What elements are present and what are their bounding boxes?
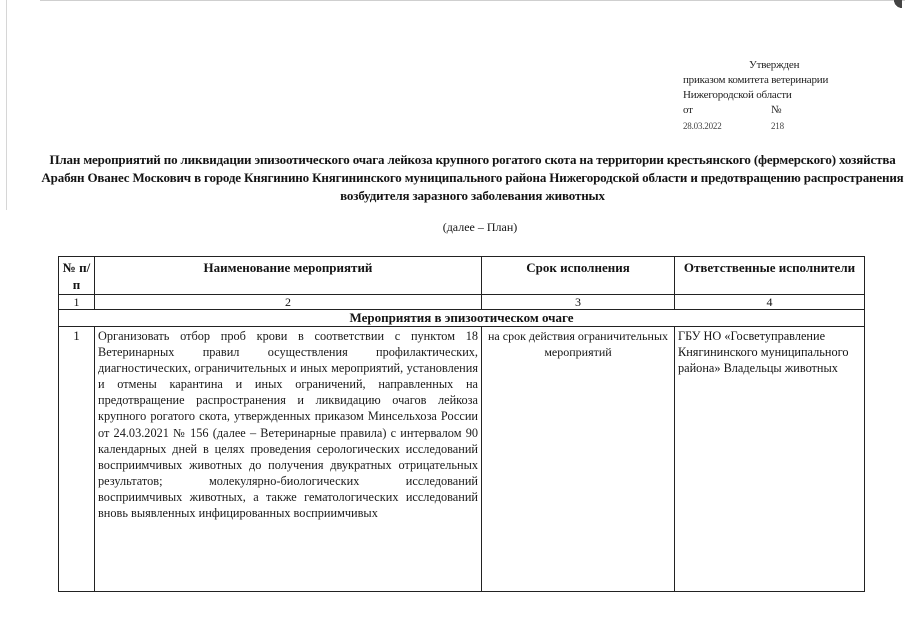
header-executors: Ответственные исполнители bbox=[675, 257, 865, 295]
approval-line-1: Утвержден bbox=[749, 59, 800, 71]
column-number: 4 bbox=[675, 295, 865, 310]
document-title: План мероприятий по ликвидации эпизоотического очага лейкоза крупного рогатого скота на территории крестьянского (фермерского) хозяйства Арабян Ованес Москович в городе Княгинино Княгининского муниципального района Нижегородской области и предотвращению распространения возбудителя заразного заболевания животных bbox=[41, 152, 904, 203]
header-name: Наименование мероприятий bbox=[95, 257, 482, 295]
plan-table bbox=[58, 256, 865, 592]
section-row bbox=[59, 310, 865, 327]
approval-line-2: приказом комитета ветеринарии bbox=[683, 74, 829, 86]
section-title: Мероприятия в эпизоотическом очаге bbox=[59, 310, 865, 327]
approval-date-row bbox=[683, 119, 828, 134]
scan-edge-top bbox=[40, 0, 905, 1]
approval-line-3: Нижегородской области bbox=[683, 89, 792, 101]
table-header-row bbox=[59, 257, 865, 295]
scan-edge-left bbox=[6, 0, 7, 210]
column-number-row bbox=[59, 295, 865, 310]
row-name: Организовать отбор проб крови в соответствии с пунктом 18 Ветеринарных правил осуществления профилактических, диагностических, ограничительных и иных мероприятий, установления и отмены карантина и иных ограничений, направленных на предотвращение распространения и ликвидацию очагов лейкоза крупного рогатого скота, утвержденных приказом Минсельхоза России от 24.03.2021 № 156 (далее – Ветеринарные правила) с интервалом 90 календарных дней в целях проведения серологических исследований восприимчивых животных до получения двукратных отрицательных результатов; молекулярно-биологических исследований восприимчивых животных, а также гематологических исследований вновь выявленных инфицированных восприимчивых bbox=[98, 329, 478, 521]
approval-number: 218 bbox=[771, 121, 784, 131]
header-number: № п/п bbox=[59, 257, 95, 295]
approval-number-label: № bbox=[771, 104, 782, 116]
scan-corner-mark bbox=[888, 0, 902, 14]
row-name-cell bbox=[95, 327, 482, 592]
table-row bbox=[59, 327, 865, 592]
row-term: на срок действия ограничительных мероприятий bbox=[488, 329, 668, 360]
column-number: 3 bbox=[482, 295, 675, 310]
column-number: 2 bbox=[95, 295, 482, 310]
approval-block bbox=[683, 58, 828, 134]
row-executors: ГБУ НО «Госветуправление Княгининского муниципального района» Владельцы животных bbox=[678, 329, 849, 376]
approval-date: 28.03.2022 bbox=[683, 121, 722, 131]
column-number: 1 bbox=[59, 295, 95, 310]
approval-from-label: от bbox=[683, 104, 693, 116]
row-term-cell bbox=[482, 327, 675, 592]
document-subtitle: (далее – План) bbox=[442, 220, 518, 234]
header-term: Срок исполнения bbox=[482, 257, 675, 295]
row-number: 1 bbox=[59, 327, 95, 592]
approval-from-row bbox=[683, 103, 828, 118]
row-executors-cell bbox=[675, 327, 865, 592]
